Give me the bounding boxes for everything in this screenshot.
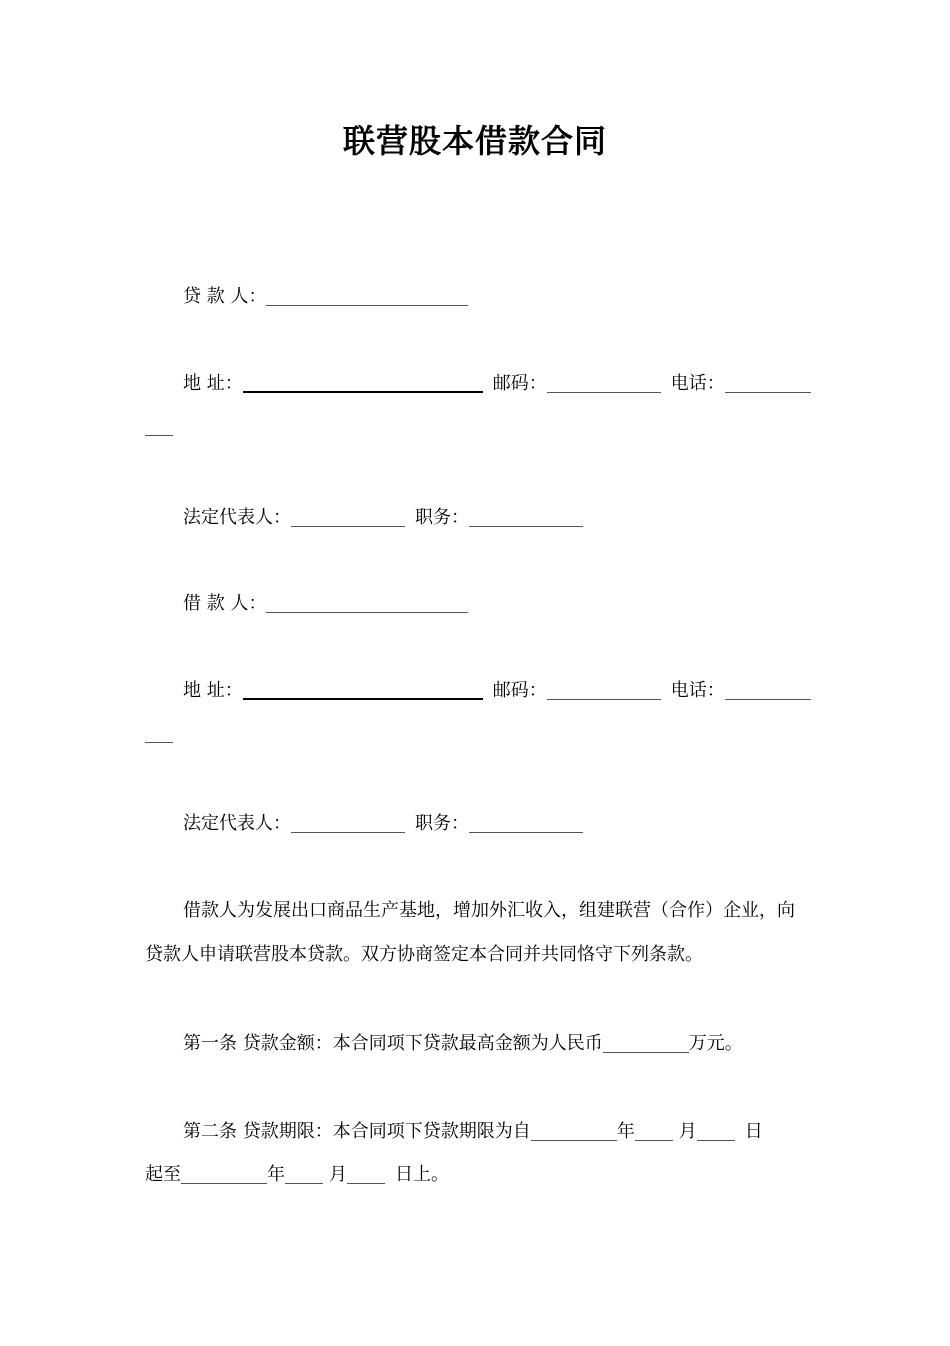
lender-address-row — [145, 370, 845, 398]
end-day-label: 日上。 — [395, 1164, 449, 1185]
lender-phone-continued — [145, 413, 807, 441]
borrower-position-label: 职务： — [415, 813, 469, 834]
day-label: 日 — [744, 1121, 763, 1142]
start-year-field[interactable] — [531, 1120, 617, 1141]
lender-postcode-field[interactable] — [547, 372, 661, 393]
end-month-label: 月 — [329, 1164, 347, 1185]
lender-rep-row — [145, 504, 845, 532]
year-label: 年 — [616, 1121, 635, 1142]
article-2-text: 第二条 贷款期限：本合同项下贷款期限为自 — [183, 1121, 531, 1142]
lender-address-field[interactable] — [243, 371, 483, 393]
article-1 — [145, 1030, 845, 1058]
borrower-phone-field-wrap[interactable] — [145, 722, 173, 743]
lender-rep-label: 法定代表人： — [183, 507, 291, 528]
article-1-suffix: 万元。 — [688, 1033, 743, 1054]
borrower-row — [145, 590, 845, 618]
lender-phone-field-wrap[interactable] — [145, 415, 173, 436]
intro-line-1: 借款人为发展出口商品生产基地，增加外汇收入，组建联营（合作）企业，向 — [183, 900, 795, 921]
article-2-line-1 — [145, 1118, 845, 1146]
borrower-label: 借 款 人： — [183, 593, 267, 614]
article-2-line-2 — [145, 1161, 807, 1189]
end-year-label: 年 — [267, 1164, 285, 1185]
end-year-field[interactable] — [181, 1163, 267, 1184]
borrower-address-field[interactable] — [243, 678, 483, 700]
loan-amount-field[interactable] — [603, 1032, 689, 1053]
end-month-field[interactable] — [285, 1163, 323, 1184]
borrower-rep-row — [145, 810, 845, 838]
lender-phone-label: 电话： — [670, 373, 725, 394]
end-day-field[interactable] — [347, 1163, 385, 1184]
borrower-postcode-label: 邮码： — [492, 680, 547, 701]
borrower-name-field[interactable] — [266, 592, 468, 613]
borrower-address-row — [145, 677, 845, 705]
article-2-line2-prefix: 起至 — [145, 1164, 181, 1185]
lender-label: 贷 款 人： — [183, 286, 267, 307]
article-1-text: 第一条 贷款金额：本合同项下贷款最高金额为人民币 — [183, 1033, 603, 1054]
lender-position-field[interactable] — [469, 506, 583, 527]
lender-position-label: 职务： — [415, 507, 469, 528]
borrower-phone-continued — [145, 720, 807, 748]
borrower-phone-field[interactable] — [725, 679, 811, 700]
lender-rep-field[interactable] — [291, 506, 405, 527]
lender-phone-field[interactable] — [725, 372, 811, 393]
intro-line-2: 贷款人申请联营股本贷款。双方协商签定本合同并共同恪守下列条款。 — [145, 944, 703, 965]
borrower-phone-label: 电话： — [670, 680, 725, 701]
start-month-field[interactable] — [635, 1120, 673, 1141]
borrower-address-label: 地 址： — [183, 680, 243, 701]
start-day-field[interactable] — [697, 1120, 735, 1141]
lender-address-label: 地 址： — [183, 373, 243, 394]
borrower-position-field[interactable] — [469, 812, 583, 833]
month-label: 月 — [678, 1121, 697, 1142]
borrower-postcode-field[interactable] — [547, 679, 661, 700]
borrower-rep-field[interactable] — [291, 812, 405, 833]
borrower-rep-label: 法定代表人： — [183, 813, 291, 834]
document-title: 联营股本借款合同 — [342, 122, 607, 160]
lender-name-field[interactable] — [266, 285, 468, 306]
lender-postcode-label: 邮码： — [492, 373, 547, 394]
lender-row — [145, 283, 845, 311]
